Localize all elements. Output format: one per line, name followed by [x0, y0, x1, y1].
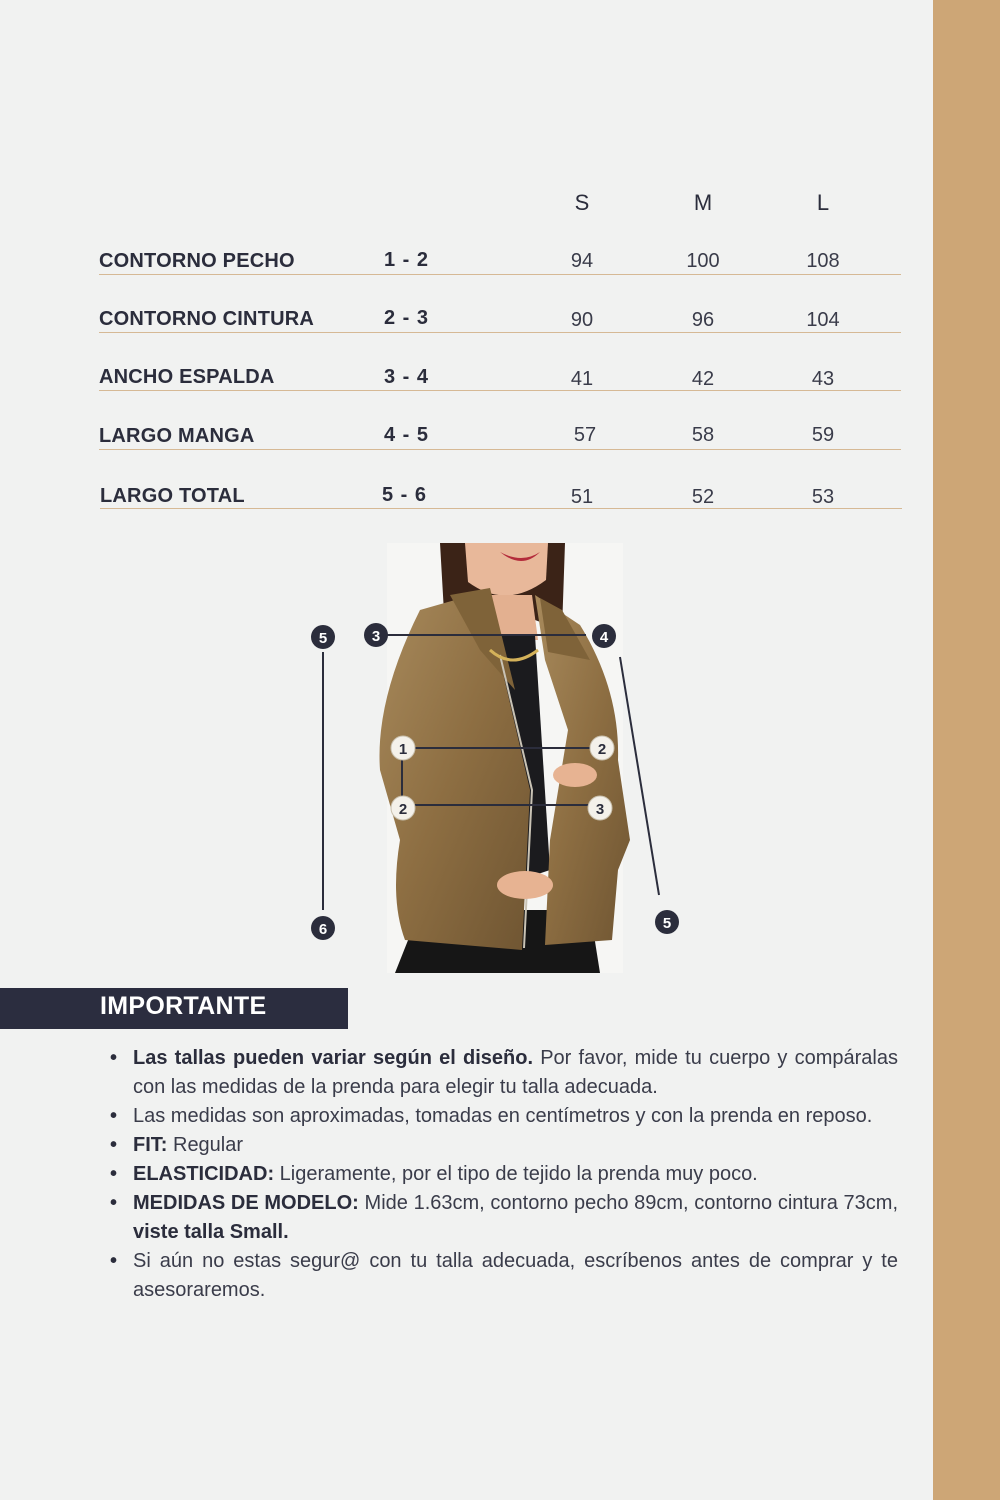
marker-label: 2 [597, 741, 607, 758]
note-bold: Las tallas pueden variar según el diseño. [133, 1047, 533, 1069]
row-divider [100, 508, 902, 509]
marker-6-bottom [311, 916, 335, 940]
note-text: Ligeramente, por el tipo de tejido la prenda muy poco. [274, 1163, 758, 1185]
note-text: Si aún no estas segur@ con tu talla adecuada, escríbenos antes de comprar y te asesoraremos. [133, 1250, 898, 1301]
note-text: Mide 1.63cm, contorno pecho 89cm, contorno cintura 73cm, [358, 1192, 899, 1214]
row-label-largo-manga: LARGO MANGA [99, 425, 255, 447]
cell-espalda-l: 43 [811, 368, 835, 390]
row-points-ancho-espalda: 3 - 4 [384, 366, 429, 388]
row-points-contorno-pecho: 1 - 2 [384, 249, 429, 271]
list-item [110, 1131, 898, 1160]
cell-espalda-s: 41 [570, 368, 594, 390]
row-label-largo-total: LARGO TOTAL [100, 485, 245, 507]
marker-label: 1 [398, 741, 408, 758]
marker-4-top [592, 624, 616, 648]
row-divider [99, 449, 901, 450]
cell-pecho-s: 94 [570, 250, 594, 272]
important-title: IMPORTANTE [100, 992, 267, 1020]
side-accent-stripe [933, 0, 1000, 1500]
row-label-contorno-cintura: CONTORNO CINTURA [99, 308, 315, 330]
row-points-contorno-cintura: 2 - 3 [384, 307, 429, 329]
list-item [110, 1160, 898, 1189]
row-points-largo-manga: 4 - 5 [384, 424, 429, 446]
size-header-l: L [816, 190, 830, 215]
marker-label: 2 [398, 801, 408, 818]
important-notes-list [110, 1044, 898, 1305]
note-text: Las medidas son aproximadas, tomadas en centímetros y con la prenda en reposo. [133, 1105, 873, 1127]
cell-manga-s: 57 [573, 424, 597, 446]
marker-3-waist-right [588, 796, 612, 820]
list-item [110, 1102, 898, 1131]
marker-label: 5 [318, 630, 328, 647]
list-item [110, 1247, 898, 1305]
marker-label: 3 [371, 628, 381, 645]
model-photo [380, 543, 631, 973]
note-text: Por favor, mide tu cuerpo y compáralas con las medidas de la prenda para elegir tu talla adecuada. [133, 1047, 898, 1098]
note-bold: MEDIDAS DE MODELO: [133, 1192, 359, 1214]
marker-2-waist-left [391, 796, 415, 820]
note-text: Regular [167, 1134, 244, 1156]
list-item [110, 1044, 898, 1102]
size-header-m: M [693, 190, 713, 215]
size-header-s: S [574, 190, 590, 215]
cell-manga-m: 58 [691, 424, 715, 446]
cell-cintura-l: 104 [806, 309, 840, 331]
cell-total-m: 52 [691, 486, 715, 508]
marker-1-chest-left [391, 736, 415, 760]
marker-label: 6 [318, 921, 328, 938]
row-label-contorno-pecho: CONTORNO PECHO [99, 250, 295, 272]
marker-2-chest-right [590, 736, 614, 760]
marker-label: 5 [662, 915, 672, 932]
note-bold-end: viste talla Small. [133, 1221, 289, 1243]
row-divider [99, 274, 901, 275]
marker-label: 3 [595, 801, 605, 818]
row-points-largo-total: 5 - 6 [382, 484, 427, 506]
cell-total-l: 53 [811, 486, 835, 508]
jacket-measurement-figure [300, 540, 700, 975]
row-label-ancho-espalda: ANCHO ESPALDA [99, 366, 275, 388]
important-banner [0, 988, 348, 1029]
note-bold: FIT: [133, 1134, 168, 1156]
cell-pecho-m: 100 [686, 250, 720, 272]
cell-total-s: 51 [570, 486, 594, 508]
row-divider [99, 390, 901, 391]
marker-5-right [655, 910, 679, 934]
cell-cintura-m: 96 [691, 309, 715, 331]
cell-cintura-s: 90 [570, 309, 594, 331]
row-divider [99, 332, 901, 333]
marker-3-top [364, 623, 388, 647]
note-bold: ELASTICIDAD: [133, 1163, 275, 1185]
marker-5-left [311, 625, 335, 649]
list-item [110, 1189, 898, 1247]
cell-manga-l: 59 [811, 424, 835, 446]
cell-pecho-l: 108 [806, 250, 840, 272]
marker-label: 4 [599, 629, 609, 646]
cell-espalda-m: 42 [691, 368, 715, 390]
